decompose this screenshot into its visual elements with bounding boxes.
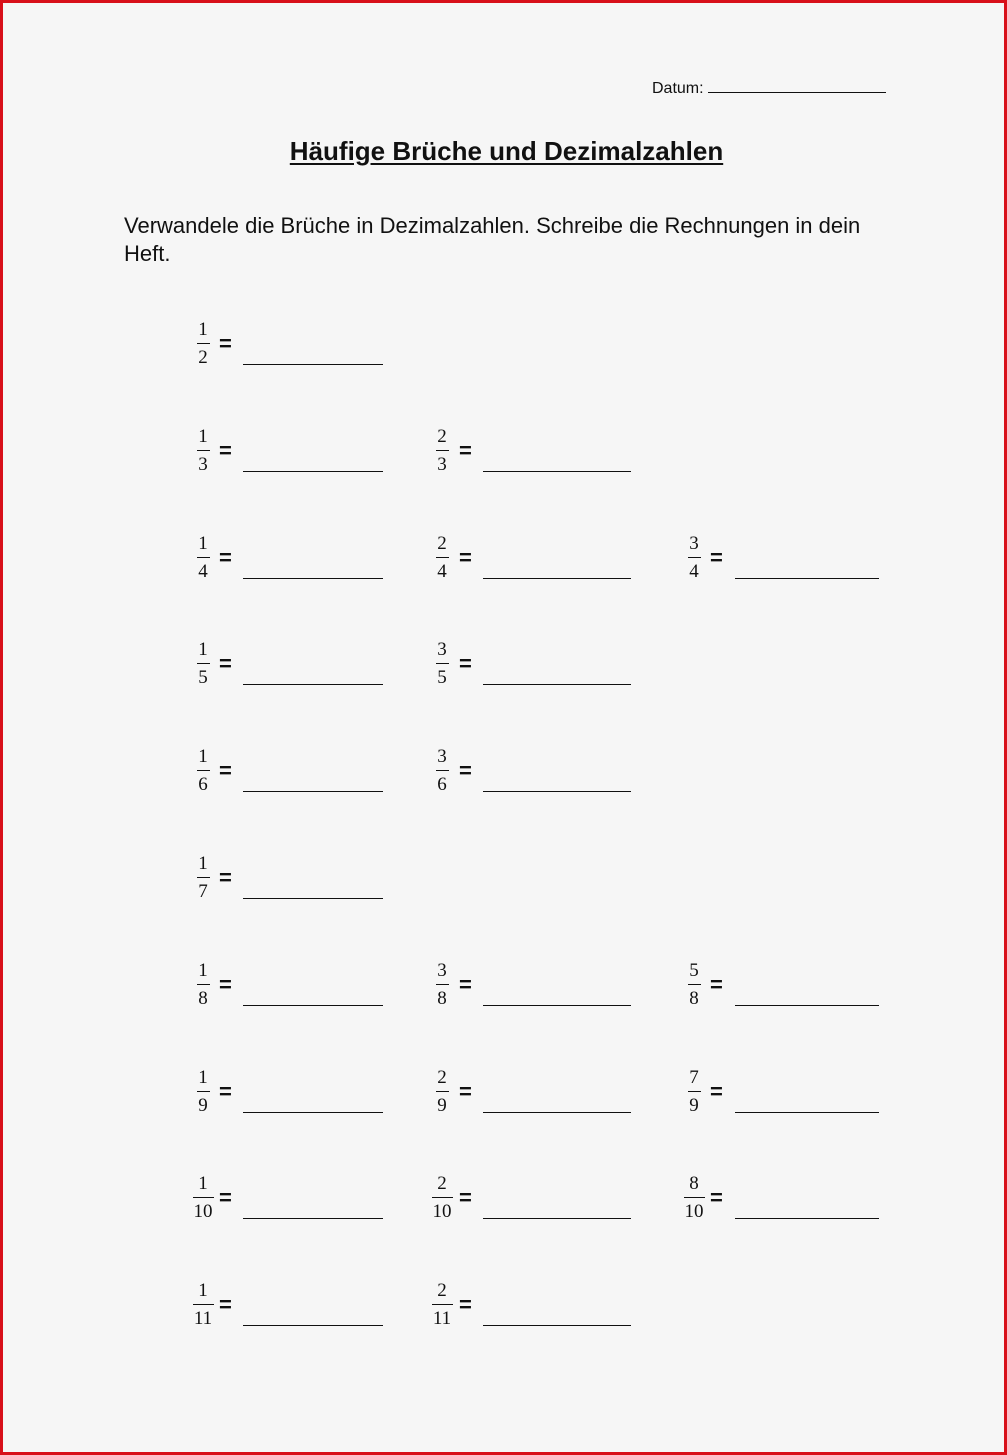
- fraction: [185, 319, 221, 371]
- fraction-bar: [197, 877, 210, 878]
- fraction-denominator: 10: [432, 1201, 452, 1222]
- fraction-exercise: [3, 319, 1007, 379]
- fraction-numerator: 1: [198, 746, 208, 767]
- fraction-numerator: 2: [437, 1067, 447, 1088]
- fraction-exercise: [3, 1173, 1007, 1233]
- fraction-denominator: 4: [198, 561, 208, 582]
- fraction-denominator: 9: [198, 1095, 208, 1116]
- fraction-exercise: [3, 746, 1007, 806]
- answer-blank[interactable]: [735, 1112, 879, 1113]
- equals-sign: =: [219, 331, 232, 356]
- fraction-denominator: 11: [193, 1308, 213, 1329]
- fraction: [676, 960, 712, 1012]
- fraction-numerator: 3: [437, 960, 447, 981]
- fraction-bar: [432, 1304, 453, 1305]
- answer-blank[interactable]: [735, 1005, 879, 1006]
- equals-sign: =: [219, 972, 232, 997]
- equals-sign: =: [459, 651, 472, 676]
- fraction-denominator: 5: [198, 667, 208, 688]
- fraction-exercise: [3, 960, 1007, 1020]
- fraction-denominator: 10: [684, 1201, 704, 1222]
- equals-sign: =: [459, 1185, 472, 1210]
- fraction-denominator: 4: [689, 561, 699, 582]
- fraction-numerator: 3: [437, 639, 447, 660]
- date-label: Datum:: [652, 80, 704, 97]
- fraction-numerator: 8: [689, 1173, 699, 1194]
- fraction-numerator: 3: [689, 533, 699, 554]
- equals-sign: =: [459, 758, 472, 783]
- fraction: [424, 426, 460, 478]
- fraction-denominator: 5: [437, 667, 447, 688]
- fraction-denominator: 11: [432, 1308, 452, 1329]
- fraction: [424, 1280, 460, 1332]
- fraction-numerator: 1: [198, 1067, 208, 1088]
- fraction-numerator: 1: [198, 960, 208, 981]
- date-field: [652, 77, 886, 98]
- equals-sign: =: [219, 1292, 232, 1317]
- fraction-bar: [684, 1197, 705, 1198]
- fraction-denominator: 6: [198, 774, 208, 795]
- fraction-numerator: 1: [198, 1280, 208, 1301]
- fraction-numerator: 5: [689, 960, 699, 981]
- fraction-bar: [688, 1091, 701, 1092]
- fraction: [185, 853, 221, 905]
- answer-blank[interactable]: [243, 364, 383, 365]
- fraction-numerator: 2: [437, 1280, 447, 1301]
- fraction-numerator: 1: [198, 853, 208, 874]
- fraction-denominator: 3: [437, 454, 447, 475]
- equals-sign: =: [710, 545, 723, 570]
- fraction: [424, 639, 460, 691]
- equals-sign: =: [459, 1079, 472, 1104]
- fraction-numerator: 2: [437, 1173, 447, 1194]
- equals-sign: =: [219, 438, 232, 463]
- equals-sign: =: [710, 972, 723, 997]
- fraction-denominator: 8: [198, 988, 208, 1009]
- answer-blank[interactable]: [483, 684, 631, 685]
- fraction-numerator: 1: [198, 639, 208, 660]
- fraction-denominator: 8: [689, 988, 699, 1009]
- answer-blank[interactable]: [483, 791, 631, 792]
- fraction-bar: [436, 663, 449, 664]
- fraction-numerator: 1: [198, 319, 208, 340]
- fraction-numerator: 3: [437, 746, 447, 767]
- date-blank-line[interactable]: [708, 77, 886, 93]
- fraction-numerator: 2: [437, 426, 447, 447]
- instruction-text: Verwandele die Brüche in Dezimalzahlen. Schreibe die Rechnungen in dein Heft.: [124, 213, 861, 266]
- fraction: [676, 1067, 712, 1119]
- fraction-bar: [197, 343, 210, 344]
- equals-sign: =: [219, 758, 232, 783]
- fraction-denominator: 2: [198, 347, 208, 368]
- fraction-numerator: 1: [198, 426, 208, 447]
- equals-sign: =: [710, 1185, 723, 1210]
- fraction-exercise: [3, 853, 1007, 913]
- answer-blank[interactable]: [483, 1325, 631, 1326]
- equals-sign: =: [459, 438, 472, 463]
- page-title: Häufige Brüche und Dezimalzahlen: [289, 136, 724, 166]
- fraction-exercise: [3, 1067, 1007, 1127]
- fraction-exercise: [3, 639, 1007, 699]
- equals-sign: =: [219, 1185, 232, 1210]
- fraction-denominator: 3: [198, 454, 208, 475]
- fraction-denominator: 4: [437, 561, 447, 582]
- fraction-denominator: 7: [198, 881, 208, 902]
- equals-sign: =: [459, 545, 472, 570]
- answer-blank[interactable]: [735, 578, 879, 579]
- equals-sign: =: [459, 972, 472, 997]
- equals-sign: =: [219, 545, 232, 570]
- fraction: [424, 746, 460, 798]
- fraction-denominator: 10: [193, 1201, 213, 1222]
- equals-sign: =: [219, 1079, 232, 1104]
- fraction-exercise: [3, 533, 1007, 593]
- fraction-bar: [436, 450, 449, 451]
- answer-blank[interactable]: [243, 898, 383, 899]
- fraction-numerator: 7: [689, 1067, 699, 1088]
- equals-sign: =: [459, 1292, 472, 1317]
- equals-sign: =: [219, 651, 232, 676]
- fraction-bar: [688, 557, 701, 558]
- fraction-numerator: 2: [437, 533, 447, 554]
- answer-blank[interactable]: [735, 1218, 879, 1219]
- equals-sign: =: [710, 1079, 723, 1104]
- fraction-denominator: 9: [437, 1095, 447, 1116]
- fraction-bar: [436, 770, 449, 771]
- fraction-numerator: 1: [198, 533, 208, 554]
- fraction-denominator: 9: [689, 1095, 699, 1116]
- answer-blank[interactable]: [483, 471, 631, 472]
- fraction-exercise: [3, 1280, 1007, 1340]
- fraction-numerator: 1: [198, 1173, 208, 1194]
- fraction: [676, 533, 712, 585]
- fraction: [676, 1173, 712, 1225]
- fraction-denominator: 8: [437, 988, 447, 1009]
- fraction-exercise: [3, 426, 1007, 486]
- fraction-denominator: 6: [437, 774, 447, 795]
- fraction-bar: [688, 984, 701, 985]
- equals-sign: =: [219, 865, 232, 890]
